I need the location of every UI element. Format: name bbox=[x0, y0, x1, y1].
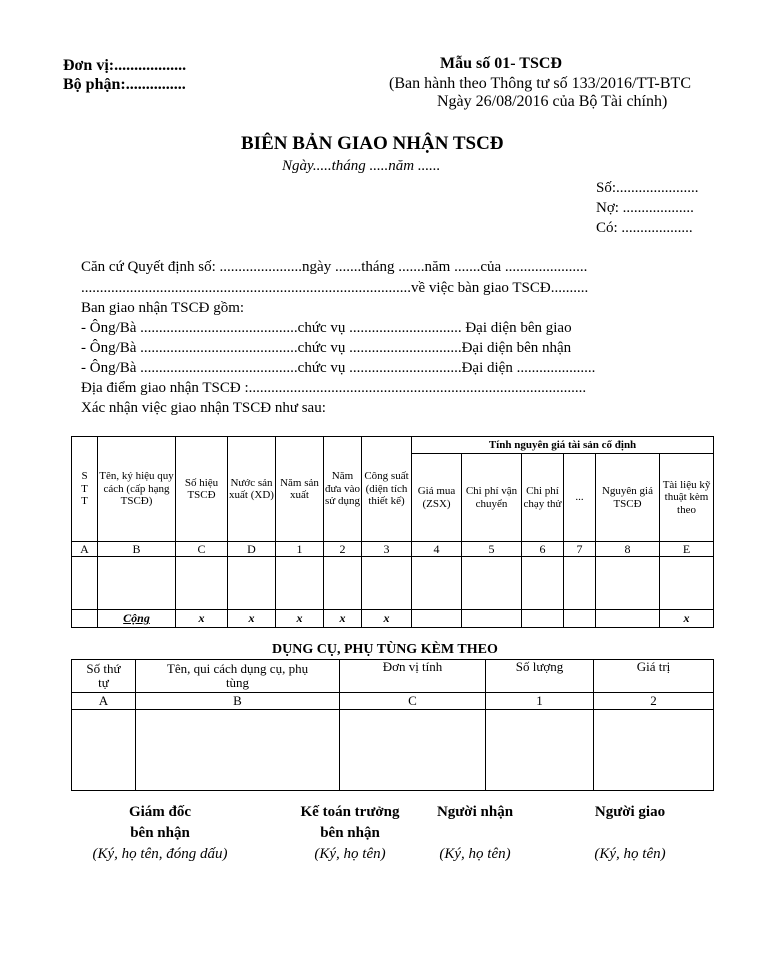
letter-cell: 3 bbox=[362, 542, 412, 557]
letter-cell: 6 bbox=[522, 542, 564, 557]
ref-so: Số:...................... bbox=[596, 180, 699, 196]
header-stt: S T T bbox=[72, 437, 98, 542]
accountant-title: Kế toán trưởng bbox=[300, 804, 400, 820]
tools-header-name: Tên, qui cách dụng cụ, phụ tùng bbox=[136, 660, 340, 693]
body-line-3: Ban giao nhận TSCĐ gồm: bbox=[81, 300, 245, 316]
receiver-note: (Ký, họ tên) bbox=[439, 846, 511, 862]
ref-co: Có: ................... bbox=[596, 220, 693, 236]
blank-cell bbox=[72, 610, 98, 628]
table-row bbox=[72, 557, 714, 610]
blank-cell bbox=[98, 557, 176, 610]
letter-cell: B bbox=[98, 542, 176, 557]
form-number: Mẫu số 01- TSCĐ bbox=[440, 55, 562, 72]
header-serial: Số hiệu TSCĐ bbox=[176, 437, 228, 542]
header-cost-group: Tính nguyên giá tài sản cố định bbox=[412, 437, 714, 454]
letter-cell: C bbox=[176, 542, 228, 557]
blank-cell bbox=[462, 557, 522, 610]
header-price: Giá mua (ZSX) bbox=[412, 454, 462, 542]
letter-cell: C bbox=[340, 693, 486, 710]
header-cost: Nguyên giá TSCĐ bbox=[596, 454, 660, 542]
x-mark: x bbox=[228, 610, 276, 628]
blank-cell bbox=[136, 710, 340, 791]
blank-cell bbox=[362, 557, 412, 610]
tools-header-no: Số thứ tự bbox=[72, 660, 136, 693]
x-mark: x bbox=[176, 610, 228, 628]
receiver-title: Người nhận bbox=[436, 804, 514, 820]
signature-accountant bbox=[280, 802, 420, 865]
header-name: Tên, ký hiệu quy cách (cấp hạng TSCĐ) bbox=[98, 437, 176, 542]
body-line-6: - Ông/Bà ..........................................chức vụ ..............................Đại diện ..................... bbox=[81, 360, 596, 376]
blank-cell bbox=[462, 610, 522, 628]
director-title: Giám đốc bbox=[128, 804, 192, 820]
header-year-made: Năm sản xuất bbox=[276, 437, 324, 542]
blank-cell bbox=[72, 710, 136, 791]
letter-cell: A bbox=[72, 693, 136, 710]
x-mark: x bbox=[276, 610, 324, 628]
director-sub: bên nhận bbox=[130, 825, 190, 841]
signature-giver bbox=[575, 802, 685, 865]
document-title: BIÊN BẢN GIAO NHẬN TSCĐ bbox=[241, 133, 504, 154]
table-row bbox=[72, 710, 714, 791]
letter-cell: 1 bbox=[276, 542, 324, 557]
blank-cell bbox=[660, 557, 714, 610]
giver-note: (Ký, họ tên) bbox=[594, 846, 666, 862]
tools-letter-row bbox=[72, 693, 714, 710]
letter-cell: E bbox=[660, 542, 714, 557]
header-trial: Chi phí chạy thử bbox=[522, 454, 564, 542]
blank-cell bbox=[522, 557, 564, 610]
x-mark: x bbox=[324, 610, 362, 628]
blank-cell bbox=[276, 557, 324, 610]
letter-cell: 1 bbox=[486, 693, 594, 710]
tools-title: DỤNG CỤ, PHỤ TÙNG KÈM THEO bbox=[272, 642, 498, 657]
header-capacity: Công suất (diện tích thiết kế) bbox=[362, 437, 412, 542]
letter-cell: 8 bbox=[596, 542, 660, 557]
dept-label: Bộ phận:............... bbox=[63, 76, 186, 93]
asset-table bbox=[71, 436, 714, 628]
blank-cell bbox=[486, 710, 594, 791]
tools-header-unit: Đơn vị tính bbox=[340, 660, 486, 693]
blank-cell bbox=[324, 557, 362, 610]
body-line-8: Xác nhận việc giao nhận TSCĐ như sau: bbox=[81, 400, 326, 416]
header-year-used: Năm đưa vào sử dụng bbox=[324, 437, 362, 542]
body-line-5: - Ông/Bà ..........................................chức vụ ..............................Đại diện bên nhận bbox=[81, 340, 572, 356]
signature-receiver bbox=[420, 802, 530, 865]
blank-cell bbox=[564, 610, 596, 628]
letter-cell: 2 bbox=[594, 693, 714, 710]
letter-cell: 2 bbox=[324, 542, 362, 557]
tools-header-value: Giá trị bbox=[594, 660, 714, 693]
blank-cell bbox=[412, 557, 462, 610]
blank-cell bbox=[522, 610, 564, 628]
signature-director bbox=[60, 802, 260, 865]
issued-by: (Ban hành theo Thông tư số 133/2016/TT-BTC bbox=[389, 75, 691, 92]
ref-no: Nợ: ................... bbox=[596, 200, 694, 216]
blank-cell bbox=[72, 557, 98, 610]
blank-cell bbox=[228, 557, 276, 610]
accountant-sub: bên nhận bbox=[320, 825, 380, 841]
body-line-2: ........................................................................................về việc bàn giao TSCĐ.......... bbox=[81, 280, 589, 296]
column-letter-row bbox=[72, 542, 714, 557]
spacer bbox=[575, 823, 685, 844]
blank-cell bbox=[596, 557, 660, 610]
header-transport: Chi phí vận chuyển bbox=[462, 454, 522, 542]
header-docs: Tài liệu kỹ thuật kèm theo bbox=[660, 454, 714, 542]
letter-cell: 5 bbox=[462, 542, 522, 557]
header-etc: ... bbox=[564, 454, 596, 542]
accountant-note: (Ký, họ tên) bbox=[314, 846, 386, 862]
letter-cell: B bbox=[136, 693, 340, 710]
director-note: (Ký, họ tên, đóng dấu) bbox=[92, 846, 228, 862]
total-row bbox=[72, 610, 714, 628]
header-country: Nước sản xuất (XD) bbox=[228, 437, 276, 542]
blank-cell bbox=[596, 610, 660, 628]
letter-cell: A bbox=[72, 542, 98, 557]
blank-cell bbox=[176, 557, 228, 610]
body-line-1: Căn cứ Quyết định số: ......................ngày .......tháng .......năm .......của ...................... bbox=[81, 259, 588, 275]
blank-cell bbox=[340, 710, 486, 791]
blank-cell bbox=[412, 610, 462, 628]
body-line-7: Địa điểm giao nhận TSCĐ :.......................................................................................... bbox=[81, 380, 587, 396]
tools-header-qty: Số lượng bbox=[486, 660, 594, 693]
x-mark: x bbox=[660, 610, 714, 628]
unit-label: Đơn vị:.................. bbox=[63, 57, 187, 74]
issued-date: Ngày 26/08/2016 của Bộ Tài chính) bbox=[437, 93, 668, 110]
giver-title: Người giao bbox=[594, 804, 666, 820]
letter-cell: 4 bbox=[412, 542, 462, 557]
x-mark: x bbox=[362, 610, 412, 628]
body-line-4: - Ông/Bà ..........................................chức vụ .............................. Đại diện bên giao bbox=[81, 320, 572, 336]
spacer bbox=[420, 823, 530, 844]
letter-cell: 7 bbox=[564, 542, 596, 557]
letter-cell: D bbox=[228, 542, 276, 557]
tools-table bbox=[71, 659, 714, 791]
blank-cell bbox=[564, 557, 596, 610]
total-label: Cộng bbox=[98, 610, 176, 628]
date-line: Ngày.....tháng .....năm ...... bbox=[282, 158, 441, 174]
blank-cell bbox=[594, 710, 714, 791]
